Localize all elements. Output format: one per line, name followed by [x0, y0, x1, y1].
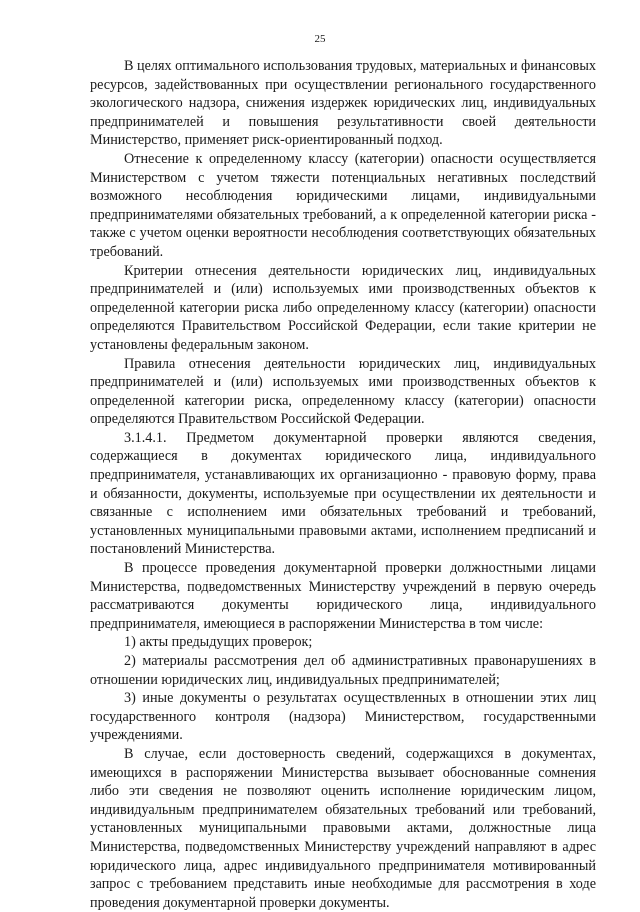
list-item: 2) материалы рассмотрения дел об административных правонарушениях в отношении юридических лиц, индивидуальных предпринимателей; — [90, 653, 596, 688]
paragraph: Критерии отнесения деятельности юридических лиц, индивидуальных предпринимателей и (или) используемых ими производственных объектов к определенной категории риска либо определенному классу (категории) опасности определяются Правительством Российской Федерации, если такие критерии не установлены федеральным законом. — [90, 262, 596, 353]
paragraph: В процессе проведения документарной проверки должностными лицами Министерства, подведомственных Министерству учреждений в первую очередь рассматриваются документы юридического лица, индивидуального предпринимателя, имеющиеся в распоряжении Министерства в том числе: — [90, 560, 596, 632]
paragraph: В целях оптимального использования трудовых, материальных и финансовых ресурсов, задействованных при осуществлении регионального государственного экологического надзора, снижения издержек юридических лиц, индивидуальных предпринимателей и повышения результативности своей деятельности Министерство, применяет риск-ориентированный подход. — [90, 58, 596, 149]
page-number: 25 — [314, 33, 326, 45]
paragraph: Правила отнесения деятельности юридических лиц, индивидуальных предпринимателей и (или) используемых ими производственных объектов к определенной категории риска, определенному классу (категории) опасности определяются Правительством Российской Федерации. — [90, 355, 596, 428]
list-item: 1) акты предыдущих проверок; — [124, 634, 313, 651]
paragraph: Отнесение к определенному классу (категории) опасности осуществляется Министерством с учетом тяжести потенциальных негативных последствий возможного несоблюдения юридическими лицами, индивидуальными предпринимателями обязательных требований, а к определенной категории риска - также с учетом оценки вероятности несоблюдения соответствующих обязательных требований. — [90, 150, 596, 260]
list-item: 3) иные документы о результатах осуществленных в отношении этих лиц государственного контроля (надзора) Министерством, государственными учреждениями. — [90, 690, 596, 744]
paragraph: 3.1.4.1. Предметом документарной проверки являются сведения, содержащиеся в документах юридического лица, индивидуального предпринимателя, устанавливающих их организационно - правовую форму, права и обязанности, документы, используемые при осуществлении их деятельности и связанные с исполнением ими обязательных требований и требований, установленных муниципальными правовыми актами, исполнением предписаний и постановлений Министерства. — [90, 429, 596, 558]
paragraph: В случае, если достоверность сведений, содержащихся в документах, имеющихся в распоряжении Министерства вызывает обоснованные сомнения либо эти сведения не позволяют оценить исполнение юридическим лицом, индивидуальным предпринимателем обязательных требований или требований, установленных муниципальными правовыми актами, должностные лица Министерства, подведомственных Министерству учреждений направляют в адрес юридического лица, адрес индивидуального предпринимателя мотивированный запрос с требованием представить иные необходимые для рассмотрения в ходе проведения документарной проверки документы. — [90, 745, 596, 911]
document-body — [90, 57, 596, 912]
